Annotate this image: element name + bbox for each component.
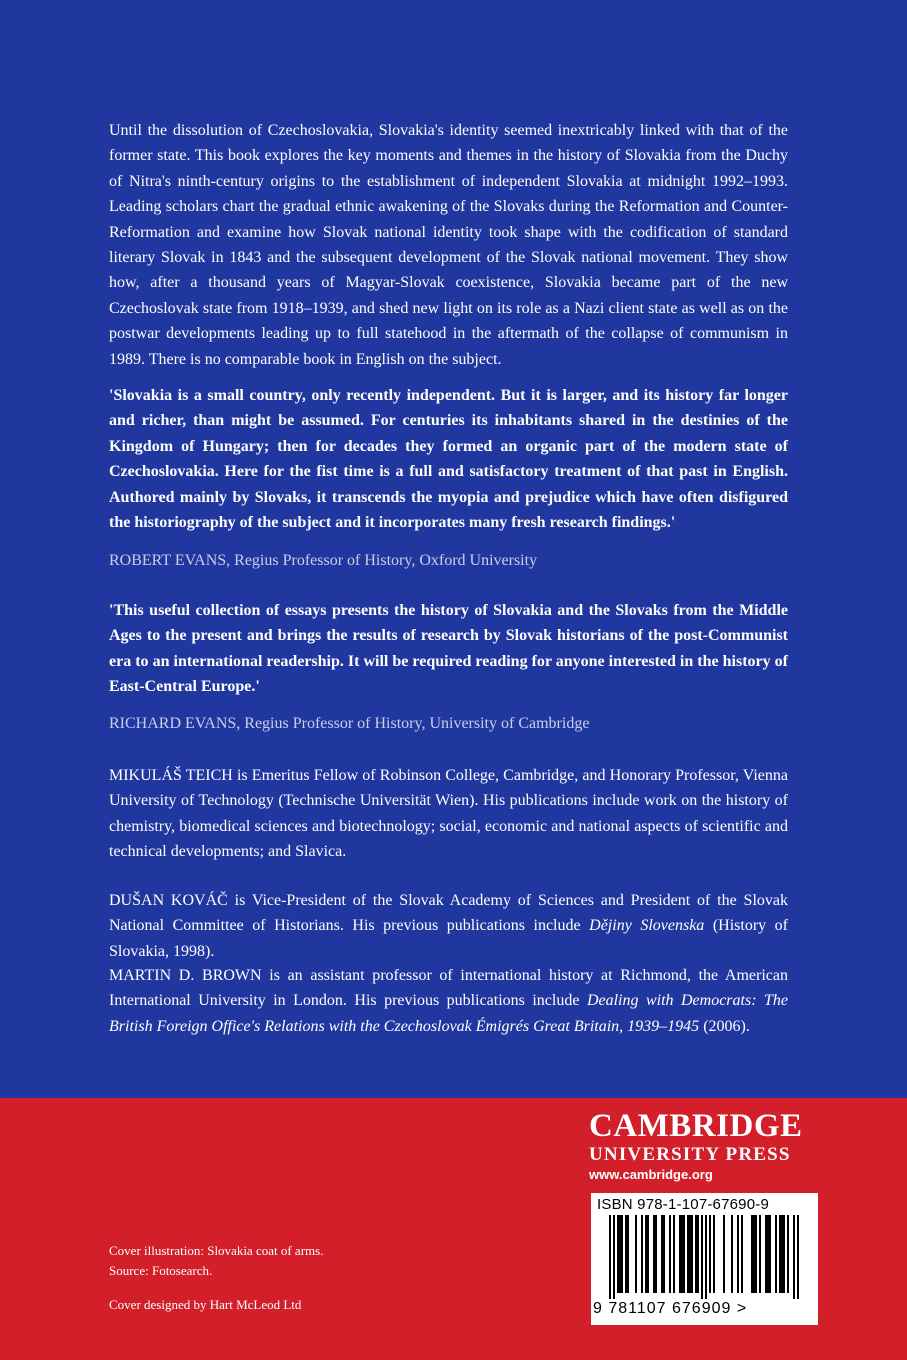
barcode-bar: [753, 1215, 755, 1293]
cover-credits: [109, 1241, 323, 1315]
credit-illustration: Cover illustration: Slovakia coat of arms.: [109, 1243, 324, 1258]
review-attribution-2: RICHARD EVANS, Regius Professor of History, University of Cambridge: [109, 715, 590, 732]
barcode-bar: [751, 1215, 753, 1293]
isbn-barcode: [591, 1193, 818, 1325]
author-bio-teich: MIKULÁŠ TEICH is Emeritus Fellow of Robinson College, Cambridge, and Honorary Professor, Vienna University of Technology (Technische Universität Wien). His publications include work on the history of chemistry, biomedical sciences and biotechnology; social, economic and national aspects of scientific and technical developments; and Slavica.: [109, 767, 788, 861]
publisher-name: CAMBRIDGE: [589, 1108, 803, 1144]
barcode-bar: [627, 1215, 629, 1293]
barcode-bar: [683, 1215, 685, 1293]
barcode-bar: [645, 1215, 647, 1293]
barcode-bar: [613, 1215, 615, 1299]
bio-kovac-text: DUŠAN KOVÁČ is Vice-President of the Slovak Academy of Sciences and President of the Slovak National Committee of Historians. His previous publications include: [109, 892, 788, 935]
isbn-label: ISBN 978-1-107-67690-9: [597, 1196, 770, 1213]
credit-source: Source: Fotosearch.: [109, 1263, 213, 1278]
book-blurb: Until the dissolution of Czechoslovakia, Slovakia's identity seemed inextricably linked with that of the former state. This book explores the key moments and themes in the history of Slovakia from the Duchy of Nitra's ninth-century origins to the establishment of independent Slovakia at midnight 1992–1993. Leading scholars chart the gradual ethnic awakening of the Slovaks during the Reformation and Counter-Reformation and examine how Slovak national identity took shape with the codification of standard literary Slovak in 1843 and the subsequent development of the Slovak national movement. They show how, after a thousand years of Magyar-Slovak coexistence, Slovakia became part of the new Czechoslovak state from 1918–1939, and shed new light on its role as a Nazi client state as well as on the postwar developments leading up to full statehood in the aftermath of the collapse of communism in 1989. There is no comparable book in English on the subject.: [109, 122, 788, 368]
bio-brown-book-title: Dealing with Democrats: The British Foreign Office's Relations with the Czechoslovak Émigrés Great Britain, 1939–1945: [109, 992, 789, 1035]
barcode-bar: [765, 1215, 767, 1293]
barcode-bar: [705, 1215, 707, 1299]
barcode-bar: [769, 1215, 771, 1293]
barcode-bar: [731, 1215, 733, 1293]
barcode-bar: [669, 1215, 671, 1293]
barcode-bar: [709, 1215, 711, 1293]
barcode-bar: [741, 1215, 743, 1293]
publisher-url[interactable]: www.cambridge.org: [589, 1167, 713, 1182]
bio-brown-text: MARTIN D. BROWN is an assistant professor of international history at Richmond, the American International University in London. His previous publications include: [109, 967, 788, 1010]
bio-brown-text-end: (2006).: [699, 1017, 750, 1035]
barcode-bar: [673, 1215, 675, 1293]
barcode-bar: [617, 1215, 619, 1293]
barcode-icon: [599, 1215, 805, 1299]
barcode-bar: [647, 1215, 649, 1293]
barcode-bar: [697, 1215, 699, 1293]
barcode-bar: [783, 1215, 785, 1293]
barcode-bar: [755, 1215, 757, 1293]
barcode-bar: [655, 1215, 657, 1293]
barcode-bar: [759, 1215, 761, 1293]
barcode-bar: [635, 1215, 637, 1293]
barcode-bar: [653, 1215, 655, 1293]
barcode-digits: 9 781107 676909 >: [593, 1300, 748, 1317]
barcode-bar: [781, 1215, 783, 1293]
barcode-bar: [641, 1215, 643, 1293]
barcode-bar: [775, 1215, 777, 1293]
barcode-bar: [779, 1215, 781, 1293]
author-bio-kovac: [109, 888, 788, 964]
review-attribution-1: ROBERT EVANS, Regius Professor of History, Oxford University: [109, 552, 538, 569]
barcode-bar: [723, 1215, 725, 1293]
barcode-bar: [695, 1215, 697, 1293]
publisher-subtitle: UNIVERSITY PRESS: [589, 1144, 791, 1165]
barcode-bar: [621, 1215, 623, 1293]
publisher-logo: [589, 1108, 818, 1184]
bio-kovac-book-title: Dějiny Slovenska: [589, 917, 705, 935]
barcode-bar: [797, 1215, 799, 1299]
barcode-bar: [619, 1215, 621, 1293]
barcode-bar: [609, 1215, 611, 1299]
barcode-bar: [713, 1215, 715, 1293]
bio-kovac-text-end: (History of Slovakia, 1998).: [109, 917, 789, 960]
barcode-bar: [701, 1215, 703, 1299]
barcode-bar: [663, 1215, 665, 1293]
barcode-bar: [679, 1215, 681, 1293]
barcode-bar: [691, 1215, 693, 1293]
review-quote-1: 'Slovakia is a small country, only recently independent. But it is larger, and its history far longer and richer, than might be assumed. For centuries its inhabitants shared in the destinies of the Kingdom of Hungary; then for decades they formed an organic part of the modern state of Czechoslovakia. Here for the fist time is a full and satisfactory treatment of that past in English. Authored mainly by Slovaks, it transcends the myopia and prejudice which have often disfigured the historiography of the subject and it incorporates many fresh research findings.': [109, 387, 788, 532]
barcode-bar: [767, 1215, 769, 1293]
barcode-bar: [793, 1215, 795, 1299]
credit-designer: Cover designed by Hart McLeod Ltd: [109, 1297, 302, 1312]
author-bio-brown: [109, 963, 788, 1039]
review-quote-2: 'This useful collection of essays presents the history of Slovakia and the Slovaks from the Middle Ages to the present and brings the results of research by Slovak historians of the post-Communist era to an international readership. It will be required reading for anyone interested in the history of East-Central Europe.': [109, 602, 788, 696]
barcode-bar: [787, 1215, 789, 1293]
barcode-bar: [661, 1215, 663, 1293]
barcode-bar: [689, 1215, 691, 1293]
barcode-bar: [625, 1215, 627, 1293]
barcode-bar: [681, 1215, 683, 1293]
barcode-bar: [687, 1215, 689, 1293]
barcode-bar: [737, 1215, 739, 1293]
